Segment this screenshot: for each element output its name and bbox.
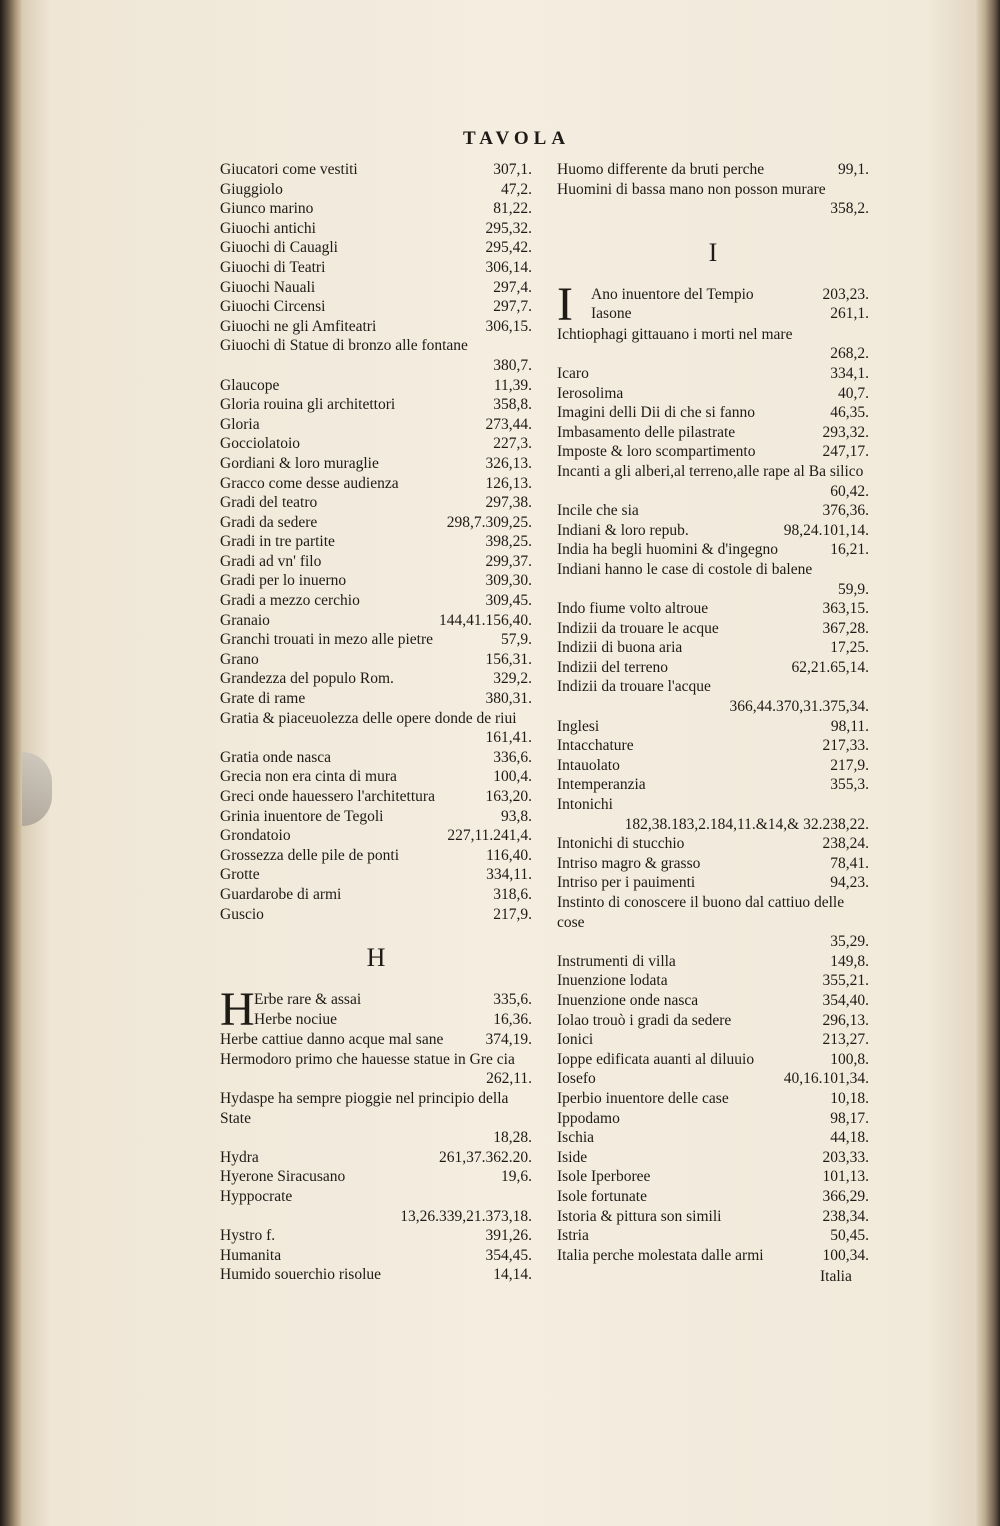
index-entry xyxy=(220,493,532,513)
entry-page-ref: 262,11. xyxy=(486,1070,532,1088)
index-entry xyxy=(557,971,869,991)
index-entry xyxy=(557,1030,869,1050)
entry-page-ref: 40,7. xyxy=(838,384,869,402)
entry-text: Giuochi di Cauagli xyxy=(220,239,338,257)
entry-page-ref: 16,36. xyxy=(493,1010,532,1028)
index-entry xyxy=(557,756,869,776)
entry-text: Indizii del terreno xyxy=(557,658,669,676)
entry-text: Gradi per lo inuerno xyxy=(220,572,347,590)
entry-text: Ippodamo xyxy=(557,1109,620,1127)
index-entry xyxy=(220,1246,532,1266)
entry-text: Grossezza delle pile de ponti xyxy=(220,846,400,864)
entry-text: Incanti a gli alberi,al terreno,alle rape al Ba silico xyxy=(557,462,864,480)
entry-text: Intriso magro & grasso xyxy=(557,854,701,872)
index-entry xyxy=(557,1207,869,1227)
entry-page-ref: 358,2. xyxy=(830,200,869,218)
index-entry xyxy=(220,709,532,748)
entry-text: Greci onde hauessero l'architettura xyxy=(220,788,435,805)
entry-text: Hyerone Siracusano xyxy=(220,1168,346,1186)
entry-text: Grandezza del populo Rom. xyxy=(220,670,394,688)
entry-page-ref: 329,2. xyxy=(493,670,532,688)
entry-page-ref: 161,41. xyxy=(485,729,532,747)
index-entry xyxy=(220,474,532,494)
entry-page-ref: 163,20. xyxy=(485,788,532,805)
entry-text: Hydra xyxy=(220,1148,259,1166)
index-entry xyxy=(220,591,532,611)
index-entry xyxy=(557,403,869,423)
entry-page-ref: 10,18. xyxy=(830,1089,869,1107)
index-entry xyxy=(591,285,869,305)
entry-page-ref: 98,17. xyxy=(830,1109,869,1127)
entry-text: Grate di rame xyxy=(220,690,306,708)
entry-text: Huomo differente da bruti perche xyxy=(557,161,765,178)
entry-page-ref: 309,30. xyxy=(485,572,532,590)
index-entry xyxy=(557,1148,869,1168)
index-entry xyxy=(557,1109,869,1129)
entry-text: Intemperanzia xyxy=(557,776,646,794)
index-entry xyxy=(220,1187,532,1226)
entry-text: Intonichi di stucchio xyxy=(557,835,685,853)
entry-page-ref: 335,6. xyxy=(493,991,532,1009)
entry-page-ref: 297,7. xyxy=(493,298,532,316)
entry-text: Grondatoio xyxy=(220,827,291,845)
entry-page-ref: 326,13. xyxy=(485,454,532,472)
dropcap-block-h xyxy=(220,983,532,1037)
index-entry xyxy=(220,905,532,925)
entry-page-ref: 306,15. xyxy=(485,317,532,335)
entry-text: Inuenzione lodata xyxy=(557,972,668,990)
index-entry xyxy=(220,1089,532,1148)
index-entry xyxy=(220,846,532,866)
index-entry xyxy=(254,1010,532,1030)
entry-text: Giunco marino xyxy=(220,200,314,218)
index-entry xyxy=(220,1148,532,1168)
entry-text: Humanita xyxy=(220,1246,282,1264)
index-entry xyxy=(557,325,869,364)
index-entry xyxy=(220,689,532,709)
entry-page-ref: 94,23. xyxy=(830,874,869,892)
entry-page-ref: 297,4. xyxy=(493,278,532,296)
entries-h-drop xyxy=(254,990,532,1030)
index-entry xyxy=(220,865,532,885)
index-entry xyxy=(557,1226,869,1246)
index-entry xyxy=(220,258,532,278)
entry-page-ref: 227,11.241,4. xyxy=(447,827,532,845)
section-letter-h: H xyxy=(366,943,386,973)
dropcap-block-i xyxy=(557,277,869,331)
entries-g xyxy=(220,160,532,924)
entry-text: Granchi trouati in mezo alle pietre xyxy=(220,631,434,649)
entry-page-ref: 100,8. xyxy=(830,1050,869,1068)
entry-text: Inglesi xyxy=(557,717,600,735)
entry-page-ref: 268,2. xyxy=(830,345,869,363)
index-entry xyxy=(220,238,532,258)
entry-text: Istoria & pittura son simili xyxy=(557,1207,722,1225)
right-column xyxy=(557,160,869,1265)
entry-page-ref: 14,14. xyxy=(493,1266,532,1284)
entry-text: Imposte & loro scompartimento xyxy=(557,443,756,461)
entry-text: Granaio xyxy=(220,611,270,629)
index-entry xyxy=(220,434,532,454)
index-entry xyxy=(220,532,532,552)
index-entry xyxy=(220,1265,532,1285)
entry-text: Ano inuentore del Tempio xyxy=(591,285,754,303)
entry-text: Intacchature xyxy=(557,737,634,755)
entry-text: Gradi ad vn' filo xyxy=(220,552,322,570)
index-entry xyxy=(220,395,532,415)
entry-text: Intauolato xyxy=(557,756,620,774)
entry-text: Iolao trouò i gradi da sedere xyxy=(557,1011,732,1029)
left-column xyxy=(220,160,532,1285)
index-entry xyxy=(220,219,532,239)
entry-page-ref: 355,3. xyxy=(830,776,869,794)
entry-page-ref: 93,8. xyxy=(501,807,532,825)
entry-page-ref: 295,32. xyxy=(485,219,532,237)
index-entry xyxy=(557,501,869,521)
entry-page-ref: 366,29. xyxy=(822,1187,869,1205)
entry-text: Italia perche molestata dalle armi xyxy=(557,1246,764,1264)
entry-page-ref: 238,24. xyxy=(822,835,869,853)
index-entry xyxy=(557,1167,869,1187)
index-entry xyxy=(557,893,869,952)
entry-page-ref: 35,29. xyxy=(830,933,869,951)
entry-text: Gordiani & loro muraglie xyxy=(220,454,379,472)
dropcap-h: H xyxy=(220,983,255,1037)
entry-page-ref: 11,39. xyxy=(493,376,532,394)
entry-text: Inuenzione onde nasca xyxy=(557,991,699,1009)
entry-text: Iasone xyxy=(591,305,632,323)
entry-text: Grinia inuentore de Tegoli xyxy=(220,807,384,825)
entry-page-ref: 78,41. xyxy=(830,854,869,872)
entry-text: Glaucope xyxy=(220,376,280,394)
entry-page-ref: 336,6. xyxy=(493,748,532,766)
entry-text: Ioppe edificata auanti al diluuio xyxy=(557,1050,755,1068)
index-entry xyxy=(220,199,532,219)
entry-page-ref: 354,45. xyxy=(485,1246,532,1264)
index-entry xyxy=(557,952,869,972)
index-entry xyxy=(220,571,532,591)
page-clip xyxy=(22,752,52,826)
entry-page-ref: 101,13. xyxy=(822,1168,869,1186)
index-entry xyxy=(557,1050,869,1070)
entry-text: Gracco come desse audienza xyxy=(220,474,399,492)
entry-page-ref: 47,2. xyxy=(501,180,532,198)
index-entry xyxy=(557,619,869,639)
entry-text: Gratia & piaceuolezza delle opere donde de riui xyxy=(220,709,517,727)
entry-page-ref: 144,41.156,40. xyxy=(439,611,532,629)
entry-text: Iside xyxy=(557,1148,588,1166)
entry-text: Giuochi antichi xyxy=(220,219,316,237)
entry-text: Icaro xyxy=(557,364,589,382)
entry-page-ref: 293,32. xyxy=(822,423,869,441)
entry-page-ref: 238,34. xyxy=(822,1207,869,1225)
entry-page-ref: 247,17. xyxy=(822,443,869,461)
index-entry xyxy=(557,442,869,462)
index-entry xyxy=(220,630,532,650)
index-entry xyxy=(557,180,869,219)
entry-text: India ha begli huomini & d'ingegno xyxy=(557,541,779,559)
entry-page-ref: 99,1. xyxy=(838,161,869,178)
index-entry xyxy=(557,1011,869,1031)
entry-page-ref: 100,34. xyxy=(822,1246,869,1264)
index-entry xyxy=(557,384,869,404)
entry-page-ref: 273,44. xyxy=(485,415,532,433)
entry-page-ref: 203,23. xyxy=(822,285,869,303)
index-entry xyxy=(220,297,532,317)
entry-page-ref: 363,15. xyxy=(822,600,869,618)
entry-page-ref: 297,38. xyxy=(485,494,532,512)
index-entry xyxy=(220,1030,532,1050)
entry-text: Indiani hanno le case di costole di balene xyxy=(557,560,813,578)
entry-page-ref: 203,33. xyxy=(822,1148,869,1166)
entry-page-ref: 366,44.370,31.375,34. xyxy=(729,698,869,716)
book-edge-left xyxy=(0,0,22,1526)
index-entry xyxy=(254,990,532,1010)
entry-page-ref: 98,11. xyxy=(830,717,869,735)
index-entry xyxy=(557,1187,869,1207)
entry-page-ref: 98,24.101,14. xyxy=(783,521,869,539)
entry-text: Intonichi xyxy=(557,796,613,814)
index-entry xyxy=(557,658,869,678)
entry-page-ref: 334,1. xyxy=(830,364,869,382)
entry-page-ref: 17,25. xyxy=(830,639,869,657)
entry-page-ref: 18,28. xyxy=(493,1129,532,1147)
entry-text: Giuochi ne gli Amfiteatri xyxy=(220,317,377,335)
index-entry xyxy=(557,834,869,854)
entry-page-ref: 60,42. xyxy=(830,482,869,500)
entry-page-ref: 380,31. xyxy=(485,690,532,708)
entry-text: Giuochi di Teatri xyxy=(220,258,326,276)
section-letter-i: I xyxy=(708,237,718,267)
index-entry xyxy=(557,1246,869,1266)
index-entry xyxy=(220,160,532,180)
entry-text: Grotte xyxy=(220,866,260,884)
entry-page-ref: 57,9. xyxy=(501,631,532,649)
entry-page-ref: 318,6. xyxy=(493,885,532,903)
entry-text: Incile che sia xyxy=(557,502,639,520)
entry-text: Instinto di conoscere il buono dal cattiuo delle cose xyxy=(557,894,845,931)
index-entry xyxy=(220,748,532,768)
entry-page-ref: 298,7.309,25. xyxy=(446,513,532,531)
entry-page-ref: 354,40. xyxy=(822,991,869,1009)
index-entry xyxy=(557,854,869,874)
entry-text: Giuggiolo xyxy=(220,180,283,198)
entries-i-drop xyxy=(591,285,869,325)
entry-text: Guardarobe di armi xyxy=(220,885,342,903)
entry-page-ref: 149,8. xyxy=(830,952,869,970)
index-entry xyxy=(220,336,532,375)
entry-text: Ionici xyxy=(557,1031,594,1049)
entry-text: Instrumenti di villa xyxy=(557,952,676,970)
entry-text: Humido souerchio risolue xyxy=(220,1266,382,1284)
entry-text: Guscio xyxy=(220,905,264,923)
index-entry xyxy=(557,364,869,384)
index-entry xyxy=(557,521,869,541)
entry-page-ref: 50,45. xyxy=(830,1227,869,1245)
index-entry xyxy=(220,787,532,807)
index-entry xyxy=(220,1167,532,1187)
entry-page-ref: 296,13. xyxy=(822,1011,869,1029)
entry-page-ref: 261,1. xyxy=(830,305,869,323)
entry-text: Indizii da trouare l'acque xyxy=(557,678,711,696)
entry-text: Gradi a mezzo cerchio xyxy=(220,592,360,610)
entry-page-ref: 13,26.339,21.373,18. xyxy=(400,1207,532,1225)
index-entry xyxy=(557,462,869,501)
entry-text: Indiani & loro repub. xyxy=(557,521,689,539)
entry-page-ref: 100,4. xyxy=(493,768,532,786)
entry-page-ref: 40,16.101,34. xyxy=(783,1070,869,1088)
entry-page-ref: 217,9. xyxy=(830,756,869,774)
index-entry xyxy=(557,540,869,560)
entry-page-ref: 16,21. xyxy=(830,541,869,559)
index-entry xyxy=(220,826,532,846)
catchword: Italia xyxy=(820,1268,852,1285)
index-entry xyxy=(220,317,532,337)
entry-text: Gocciolatoio xyxy=(220,435,301,453)
page-header: TAVOLA xyxy=(463,128,571,149)
entry-page-ref: 46,35. xyxy=(830,404,869,422)
index-entry xyxy=(220,1050,532,1089)
entry-text: Gratia onde nasca xyxy=(220,748,332,766)
entry-text: Indizii da trouare le acque xyxy=(557,619,719,637)
entry-page-ref: 182,38.183,2.184,11.&14,& 32.238,22. xyxy=(624,815,869,833)
entry-page-ref: 307,1. xyxy=(493,161,532,178)
index-entry xyxy=(557,1069,869,1089)
entry-text: Hyppocrate xyxy=(220,1187,293,1205)
entry-text: Giuochi di Statue di bronzo alle fontane xyxy=(220,337,468,355)
entry-text: Gloria rouina gli architettori xyxy=(220,396,396,414)
entry-text: Giuochi Nauali xyxy=(220,278,316,296)
index-entry xyxy=(220,611,532,631)
entry-text: Imagini delli Dii di che si fanno xyxy=(557,404,756,422)
entries-h xyxy=(220,1030,532,1285)
book-edge-right xyxy=(974,0,1000,1526)
index-entry xyxy=(220,669,532,689)
entry-text: Isole fortunate xyxy=(557,1187,647,1205)
index-entry xyxy=(220,180,532,200)
entry-text: Indo fiume volto altroue xyxy=(557,600,709,618)
index-entry xyxy=(557,795,869,834)
entry-page-ref: 227,3. xyxy=(493,435,532,453)
index-entry xyxy=(557,638,869,658)
entry-text: Gradi del teatro xyxy=(220,494,318,512)
entry-page-ref: 19,6. xyxy=(501,1168,532,1186)
dropcap-i: I xyxy=(557,277,573,331)
entry-page-ref: 156,31. xyxy=(485,650,532,668)
entries-i xyxy=(557,325,869,1266)
entry-text: Hydaspe ha sempre pioggie nel principio della State xyxy=(220,1089,509,1127)
entry-text: Istria xyxy=(557,1227,589,1245)
entry-page-ref: 116,40. xyxy=(486,846,532,864)
index-entry xyxy=(220,415,532,435)
entry-page-ref: 306,14. xyxy=(485,258,532,276)
index-entry xyxy=(220,650,532,670)
entry-text: Iperbio inuentore delle case xyxy=(557,1089,729,1107)
entry-text: Hystro f. xyxy=(220,1227,276,1245)
entry-page-ref: 126,13. xyxy=(485,474,532,492)
entry-page-ref: 299,37. xyxy=(485,552,532,570)
index-entry xyxy=(557,423,869,443)
entry-text: Herbe cattiue danno acque mal sane xyxy=(220,1031,444,1049)
entry-page-ref: 355,21. xyxy=(822,972,869,990)
entry-text: Gradi in tre partite xyxy=(220,533,335,551)
entry-text: Erbe rare & assai xyxy=(254,991,362,1009)
index-entry xyxy=(557,991,869,1011)
index-entry xyxy=(557,1089,869,1109)
entry-page-ref: 62,21.65,14. xyxy=(791,658,869,676)
entry-page-ref: 398,25. xyxy=(485,533,532,551)
entry-page-ref: 217,33. xyxy=(822,737,869,755)
index-entry xyxy=(220,513,532,533)
entry-text: Intriso per i pauimenti xyxy=(557,874,696,892)
index-entry xyxy=(557,1128,869,1148)
entry-text: Iosefo xyxy=(557,1070,596,1088)
index-entry xyxy=(557,160,869,180)
entry-page-ref: 261,37.362.20. xyxy=(439,1148,532,1166)
entry-page-ref: 59,9. xyxy=(838,580,869,598)
entry-text: Ichtiophagi gittauano i morti nel mare xyxy=(557,325,793,343)
entry-page-ref: 213,27. xyxy=(822,1031,869,1049)
index-entry xyxy=(557,599,869,619)
entry-text: Gradi da sedere xyxy=(220,513,318,531)
index-entry xyxy=(557,560,869,599)
entry-page-ref: 217,9. xyxy=(493,905,532,923)
entry-page-ref: 44,18. xyxy=(830,1129,869,1147)
index-entry xyxy=(220,552,532,572)
entry-page-ref: 367,28. xyxy=(822,619,869,637)
entry-text: Ierosolima xyxy=(557,384,624,402)
entry-page-ref: 358,8. xyxy=(493,396,532,414)
entry-page-ref: 374,19. xyxy=(485,1031,532,1049)
entry-text: Huomini di bassa mano non posson murare xyxy=(557,180,826,198)
index-entry xyxy=(220,807,532,827)
entry-text: Indizii di buona aria xyxy=(557,639,683,657)
entry-text: Herbe nociue xyxy=(254,1010,338,1028)
entry-text: Grano xyxy=(220,650,259,668)
entry-text: Ischia xyxy=(557,1129,595,1147)
entries-top xyxy=(557,160,869,219)
entry-text: Gloria xyxy=(220,415,260,433)
entry-page-ref: 295,42. xyxy=(485,239,532,257)
index-entry xyxy=(220,767,532,787)
index-entry xyxy=(220,454,532,474)
index-entry xyxy=(557,775,869,795)
index-entry xyxy=(591,304,869,324)
index-entry xyxy=(557,873,869,893)
index-entry xyxy=(220,1226,532,1246)
entry-text: Grecia non era cinta di mura xyxy=(220,768,397,786)
entry-text: Hermodoro primo che hauesse statue in Gre cia xyxy=(220,1050,515,1068)
index-entry xyxy=(557,736,869,756)
index-entry xyxy=(220,885,532,905)
entry-page-ref: 309,45. xyxy=(485,592,532,610)
entry-page-ref: 391,26. xyxy=(485,1227,532,1245)
index-entry xyxy=(557,677,869,716)
entry-page-ref: 334,11. xyxy=(486,866,532,884)
entry-text: Giuochi Circensi xyxy=(220,298,326,316)
entry-page-ref: 376,36. xyxy=(822,502,869,520)
entry-page-ref: 81,22. xyxy=(493,200,532,218)
entry-text: Giucatori come vestiti xyxy=(220,161,358,178)
index-entry xyxy=(557,717,869,737)
entry-text: Imbasamento delle pilastrate xyxy=(557,423,736,441)
index-entry xyxy=(220,376,532,396)
index-entry xyxy=(220,278,532,298)
entry-text: Isole Iperboree xyxy=(557,1168,651,1186)
entry-page-ref: 380,7. xyxy=(493,356,532,374)
